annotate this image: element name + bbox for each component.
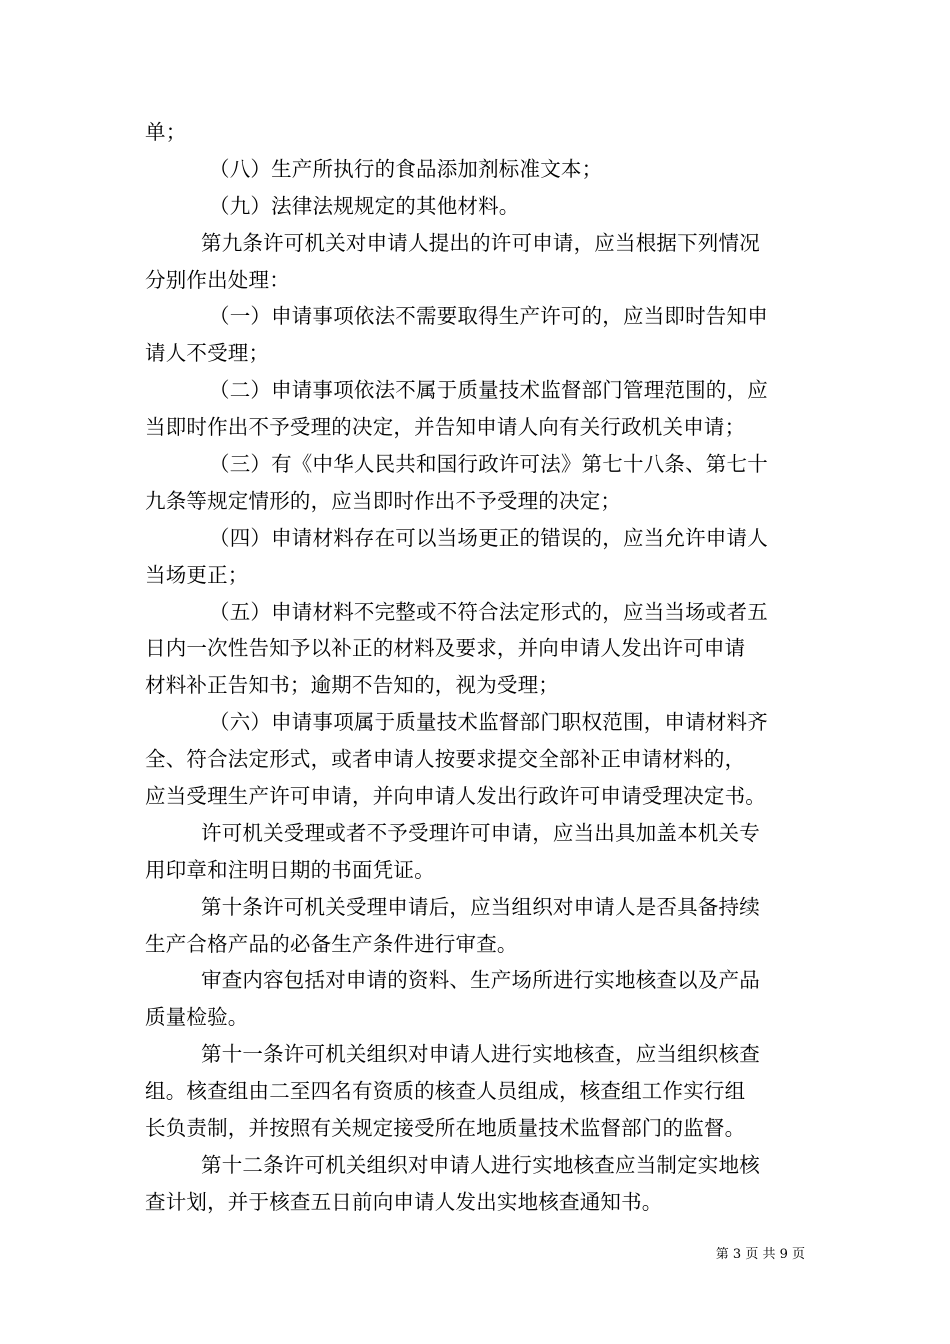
text-line: 长负责制，并按照有关规定接受所在地质量技术监督部门的监督。 [145, 1116, 746, 1141]
text-line: 第十一条许可机关组织对申请人进行实地核查，应当组织核查 [201, 1042, 760, 1067]
text-line: 第十条许可机关受理申请后，应当组织对申请人是否具备持续 [201, 894, 760, 919]
document-body [145, 114, 815, 1221]
text-line: 第九条许可机关对申请人提出的许可申请，应当根据下列情况 [201, 230, 760, 255]
text-line: 分别作出处理： [145, 267, 290, 292]
text-line: （三）有《中华人民共和国行政许可法》第七十八条、第七十 [209, 452, 768, 477]
text-line: 当即时作出不予受理的决定，并告知申请人向有关行政机关申请； [145, 415, 746, 440]
text-line: 请人不受理； [145, 341, 270, 366]
text-line: （九）法律法规规定的其他材料。 [209, 193, 520, 218]
text-line: 生产合格产品的必备生产条件进行审查。 [145, 931, 518, 956]
text-line: 组。核查组由二至四名有资质的核查人员组成，核查组工作实行组 [145, 1079, 746, 1104]
text-line: （一）申请事项依法不需要取得生产许可的，应当即时告知申 [209, 304, 768, 329]
text-line: （六）申请事项属于质量技术监督部门职权范围，申请材料齐 [209, 710, 768, 735]
text-line: （八）生产所执行的食品添加剂标准文本； [209, 156, 603, 181]
text-line: （二）申请事项依法不属于质量技术监督部门管理范围的，应 [209, 378, 768, 403]
text-line: 应当受理生产许可申请，并向申请人发出行政许可申请受理决定书。 [145, 784, 766, 809]
text-line: 九条等规定情形的，应当即时作出不予受理的决定； [145, 488, 622, 513]
text-line: 当场更正； [145, 562, 249, 587]
text-line: 质量检验。 [145, 1005, 249, 1030]
text-line: 全、符合法定形式，或者申请人按要求提交全部补正申请材料的， [145, 747, 746, 772]
text-line: 许可机关受理或者不予受理许可申请，应当出具加盖本机关专 [201, 820, 760, 845]
text-line: 日内一次性告知予以补正的材料及要求，并向申请人发出许可申请 [145, 636, 746, 661]
text-line: 查计划，并于核查五日前向申请人发出实地核查通知书。 [145, 1189, 663, 1214]
text-line: 用印章和注明日期的书面凭证。 [145, 857, 435, 882]
text-line: 审查内容包括对申请的资料、生产场所进行实地核查以及产品 [201, 968, 760, 993]
text-line: （四）申请材料存在可以当场更正的错误的，应当允许申请人 [209, 525, 768, 550]
text-line: 材料补正告知书；逾期不告知的，视为受理； [145, 673, 559, 698]
text-line: 第十二条许可机关组织对申请人进行实地核查应当制定实地核 [201, 1152, 760, 1177]
page-number: 第 3 页 共 9 页 [715, 1247, 805, 1262]
text-line: （五）申请材料不完整或不符合法定形式的，应当当场或者五 [209, 599, 768, 624]
text-line: 单； [145, 120, 187, 144]
